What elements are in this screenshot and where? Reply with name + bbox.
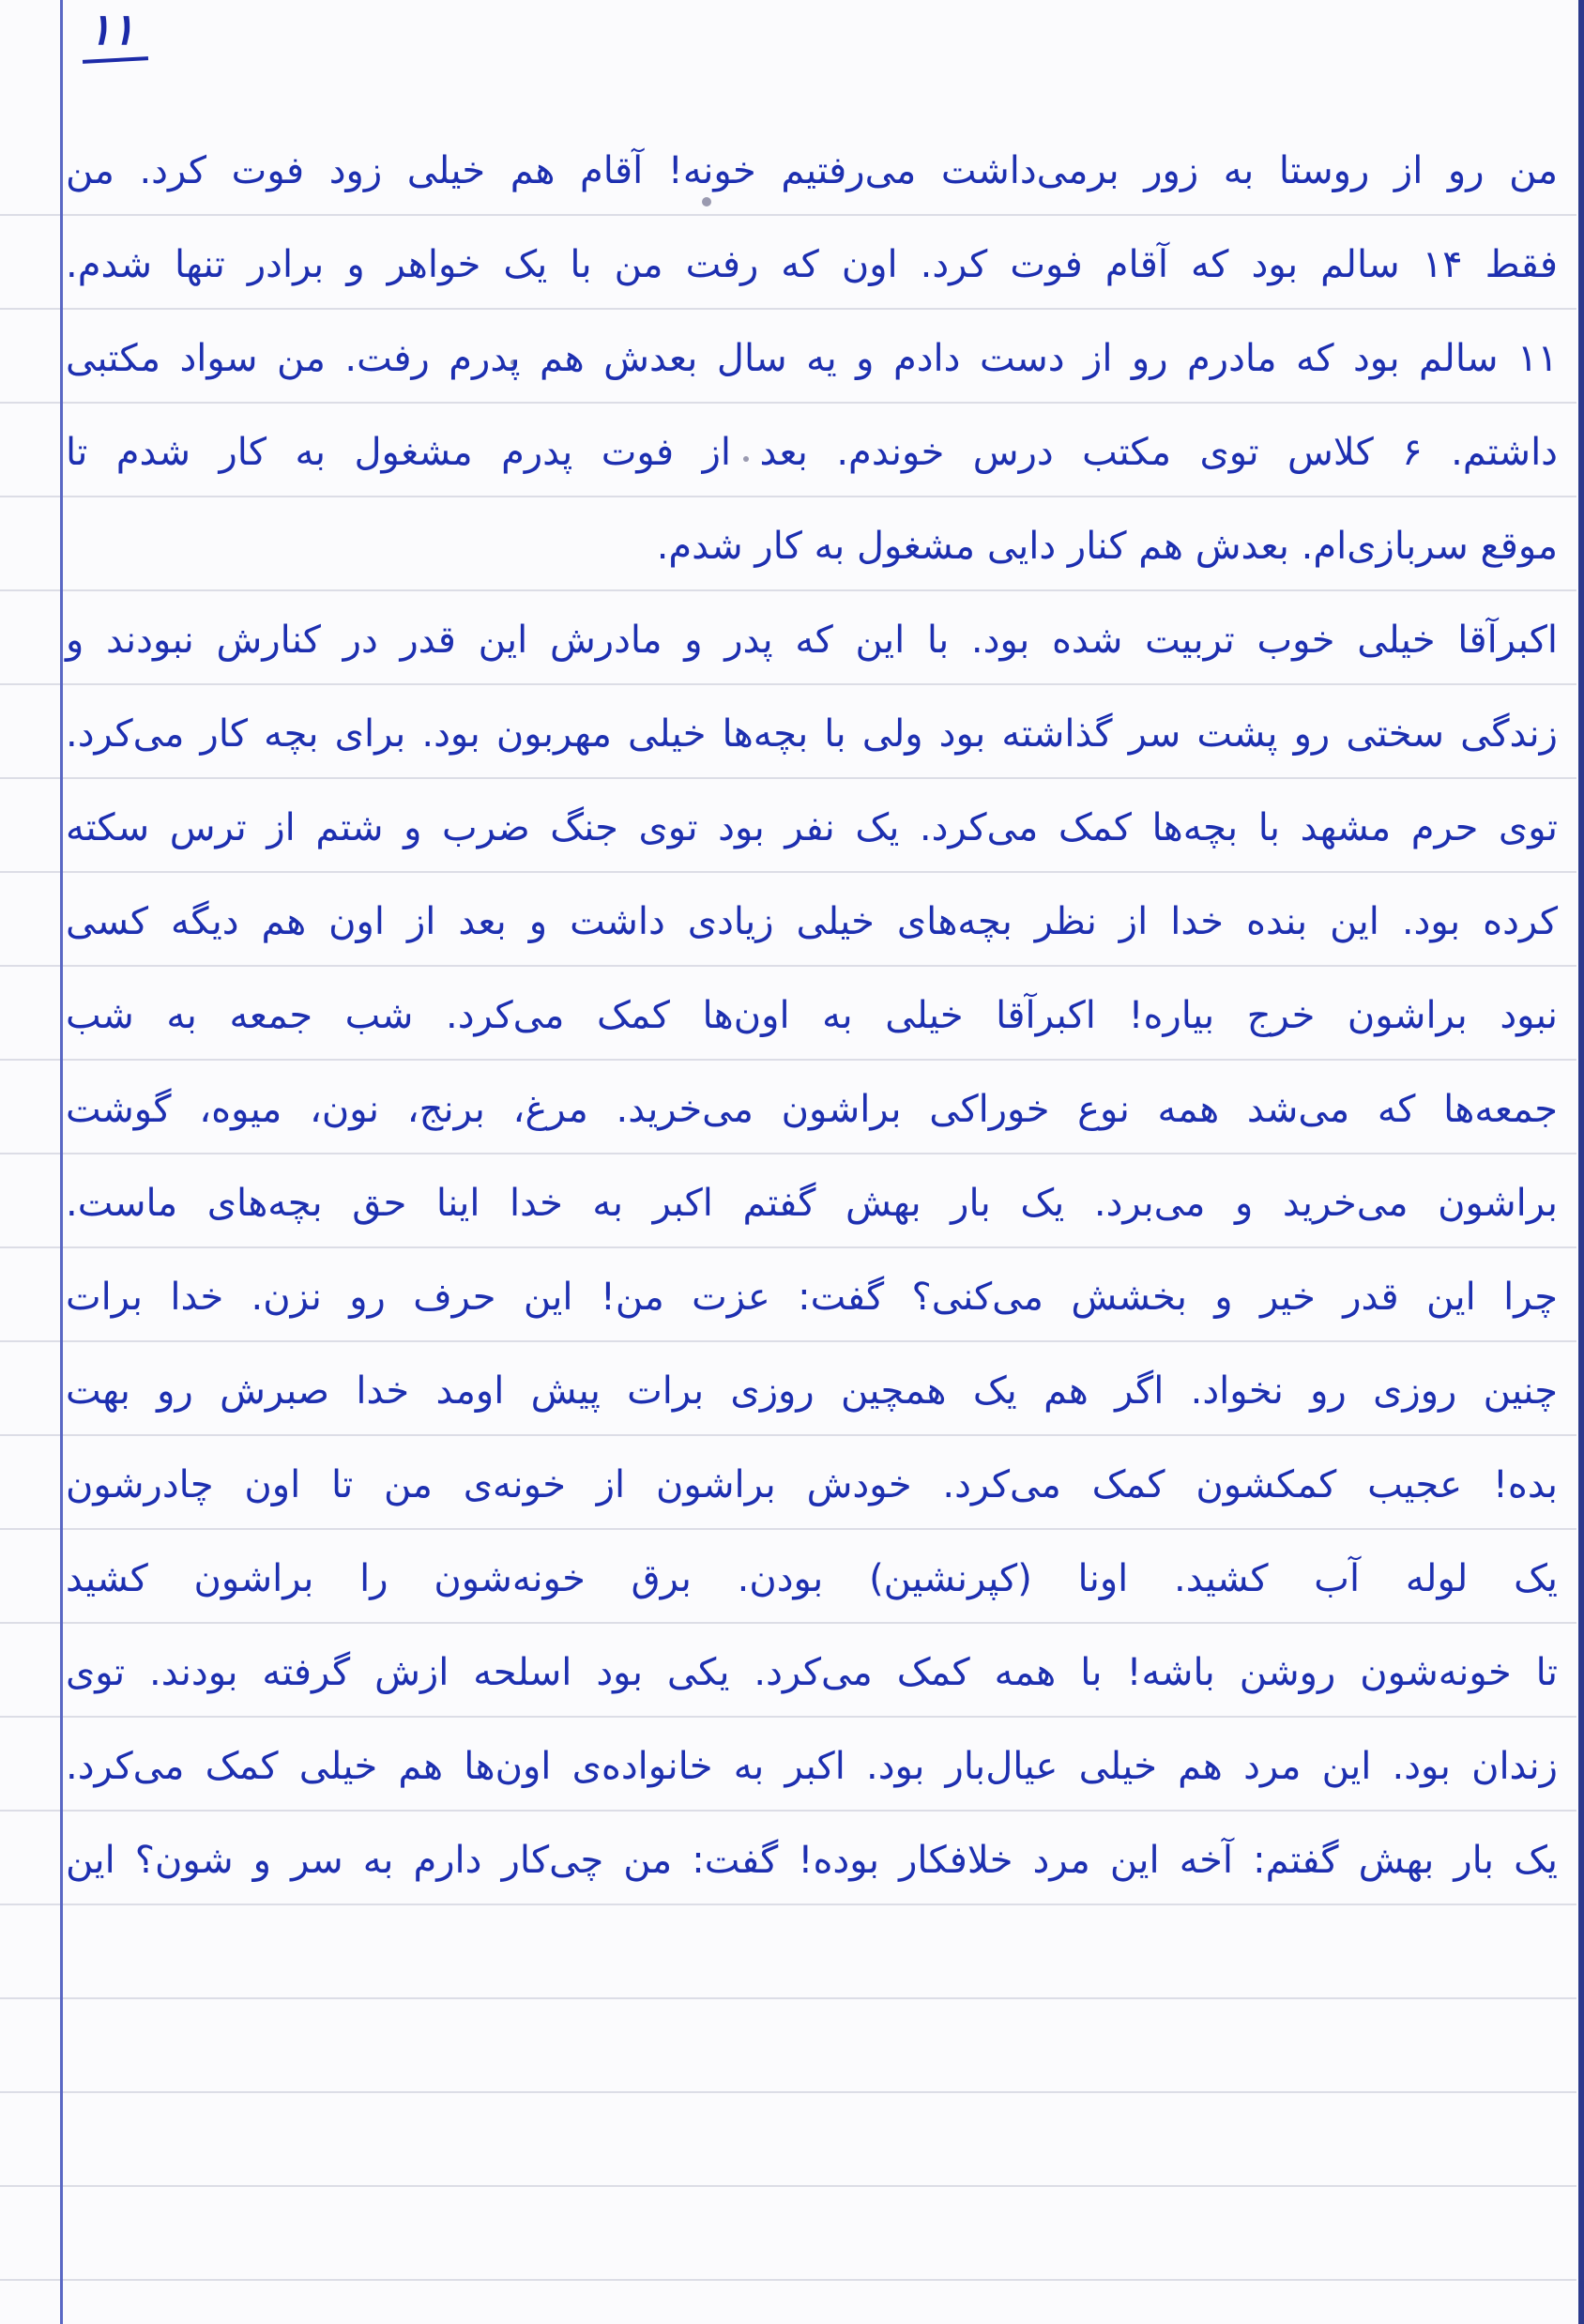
- page-number: ۱۱: [88, 4, 135, 54]
- text-line: موقع سربازی‌ام. بعدش هم کنار دایی مشغول به کار شدم.: [656, 525, 1558, 568]
- text-line: یک بار بهش گفتم: آخه این مرد خلافکار بوده! گفت: من چی‌کار دارم به سر و شون؟ این: [66, 1839, 1558, 1882]
- text-line: یک لوله آب کشید. اونا (کپرنشین) بودن. برق خونه‌شون را براشون کشید: [66, 1557, 1558, 1600]
- text-line: فقط ۱۴ سالم بود که آقام فوت کرد. اون که رفت من با یک خواهر و برادر تنها شدم.: [66, 243, 1558, 286]
- text-line: زندگی سختی رو پشت سر گذاشته بود ولی با بچه‌ها خیلی مهربون بود. برای بچه کار می‌کرد.: [66, 712, 1558, 756]
- ruled-line: [0, 2279, 1576, 2281]
- text-line: داشتم. ۶ کلاس توی مکتب درس خوندم. بعد از فوت پدرم مشغول به کار شدم تا: [66, 431, 1558, 474]
- text-line: ۱۱ سالم بود که مادرم رو از دست دادم و یه سال بعدش هم پدرم رفت. من سواد مکتبی: [66, 337, 1558, 380]
- text-line: من رو از روستا به زور برمی‌داشت می‌رفتیم خونه! آقام هم خیلی زود فوت کرد. من: [66, 149, 1558, 192]
- ruled-line: [0, 1997, 1576, 1999]
- text-line: نبود برا‌شون خرج بیاره! اکبرآقا خیلی به اون‌ها کمک می‌کرد. شب جمعه به شب: [66, 994, 1558, 1037]
- text-line: توی حرم مشهد با بچه‌ها کمک می‌کرد. یک نفر بود توی جنگ ضرب و شتم از ترس سکته: [66, 806, 1558, 849]
- text-line: جمعه‌ها که می‌شد همه نوع خوراکی براشون می‌خرید. مرغ، برنج، نون، میوه، گوشت: [66, 1088, 1558, 1131]
- margin-line: [60, 0, 63, 2324]
- text-line: اکبرآقا خیلی خوب تربیت شده بود. با این که پدر و مادرش این قدر در کنارش نبودند و: [66, 619, 1558, 662]
- page-number-underline: [83, 56, 148, 64]
- text-line: تا خونه‌شون روشن باشه! با همه کمک می‌کرد. یکی بود اسلحه ازش گرفته بودند. توی: [66, 1651, 1558, 1694]
- ruled-line: [0, 2091, 1576, 2093]
- text-line: چرا این قدر خیر و بخشش می‌کنی؟ گفت: عزت من! این حرف رو نزن. خدا برات: [66, 1276, 1558, 1319]
- text-line: زندان بود. این مرد هم خیلی عیال‌بار بود. اکبر به خانواده‌ی اون‌ها هم خیلی کمک می‌کرد.: [66, 1745, 1558, 1788]
- ruled-line: [0, 2185, 1576, 2187]
- text-line: براشون می‌خرید و می‌برد. یک بار بهش گفتم اکبر به خدا اینا حق بچه‌های ماست.: [66, 1182, 1558, 1225]
- text-line: بده! عجیب کمکشون کمک می‌کرد. خودش براشون از خونه‌ی من تا اون چادرشون: [66, 1463, 1558, 1506]
- handwritten-text: [66, 124, 1558, 1907]
- text-line: چنین روزی رو نخواد. اگر هم یک همچین روزی برات پیش اومد خدا صبرش رو بهت: [66, 1369, 1558, 1413]
- paper-edge: [1578, 0, 1584, 2324]
- text-line: کرده بود. این بنده خدا از نظر بچه‌های خیلی زیادی داشت و بعد از اون هم دیگه کسی: [66, 900, 1558, 943]
